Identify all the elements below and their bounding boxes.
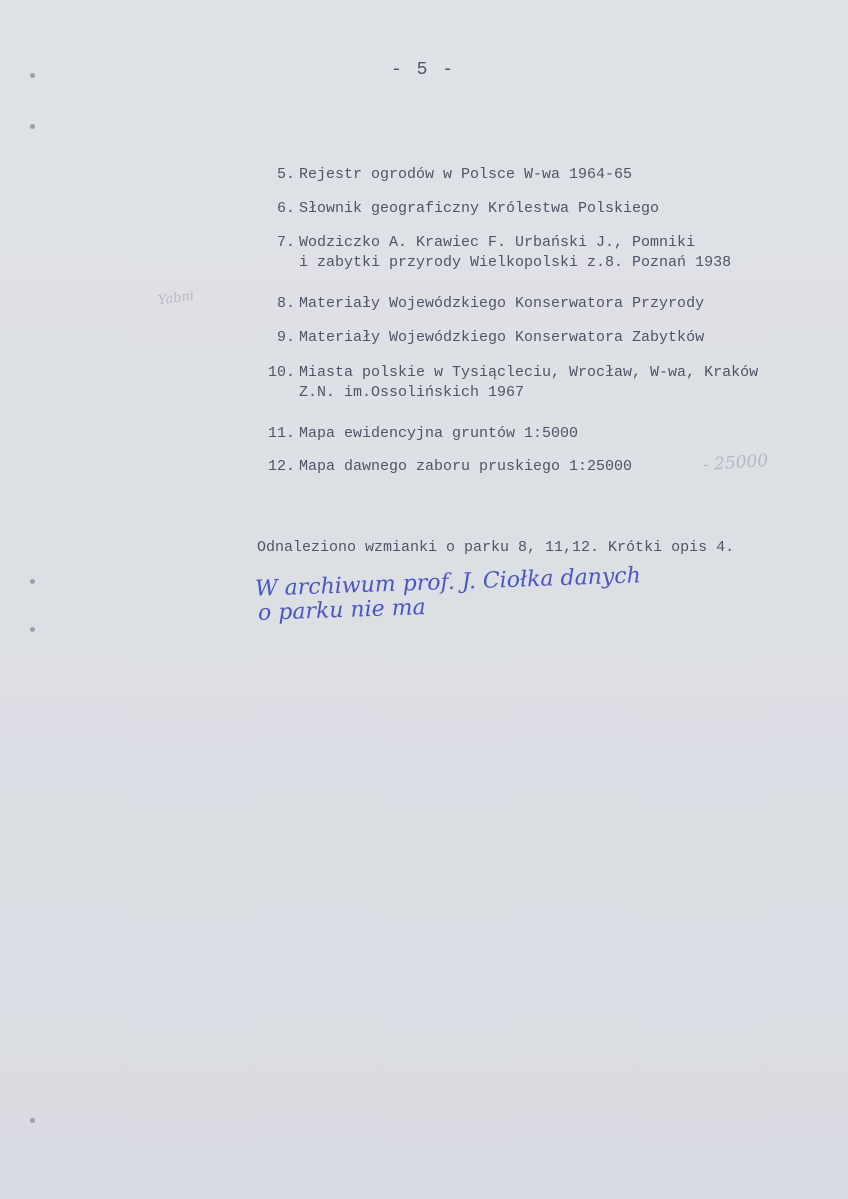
found-mentions-note: Odnaleziono wzmianki o parku 8, 11,12. Krótki opis 4. [257, 539, 735, 556]
handwritten-note-line: o parku nie ma [257, 595, 427, 626]
reference-text: Rejestr ogrodów w Polsce W-wa 1964-65 [299, 166, 633, 183]
page-number: - 5 - [391, 60, 456, 80]
reference-number: 6. [276, 200, 295, 217]
reference-text-continuation: Z.N. im.Ossolińskich 1967 [299, 384, 525, 401]
reference-text-continuation: i zabytki przyrody Wielkopolski z.8. Poznań 1938 [299, 254, 732, 271]
punch-hole-mark [30, 627, 35, 632]
reference-number: 11. [267, 425, 295, 442]
reference-text: Słownik geograficzny Królestwa Polskiego [299, 200, 660, 217]
reference-text: Materiały Wojewódzkiego Konserwatora Przyrody [299, 295, 705, 312]
reference-item [255, 294, 825, 314]
reference-number: 7. [276, 234, 295, 251]
reference-item [255, 233, 825, 273]
punch-hole-mark [30, 1118, 35, 1123]
reference-number: 10. [267, 364, 295, 381]
reference-item [255, 363, 825, 403]
pencil-margin-note: Yabni [157, 288, 196, 309]
pencil-map-note: - 25000 [702, 450, 769, 476]
reference-text: Mapa ewidencyjna gruntów 1:5000 [299, 425, 579, 442]
handwritten-note-line: W archiwum prof. J. Ciołka danych [254, 563, 642, 602]
reference-text: Materiały Wojewódzkiego Konserwatora Zabytków [299, 329, 705, 346]
reference-item [255, 165, 825, 185]
reference-item [255, 199, 825, 219]
reference-text: Mapa dawnego zaboru pruskiego 1:25000 [299, 458, 633, 475]
reference-number: 12. [267, 458, 295, 475]
punch-hole-mark [30, 579, 35, 584]
reference-number: 5. [276, 166, 295, 183]
reference-number: 9. [276, 329, 295, 346]
reference-item [255, 328, 825, 348]
reference-item [255, 424, 825, 444]
reference-text: Miasta polskie w Tysiącleciu, Wrocław, W-wa, Kraków [299, 364, 759, 381]
reference-text: Wodziczko A. Krawiec F. Urbański J., Pomniki [299, 234, 696, 251]
reference-number: 8. [276, 295, 295, 312]
punch-hole-mark [30, 73, 35, 78]
punch-hole-mark [30, 124, 35, 129]
